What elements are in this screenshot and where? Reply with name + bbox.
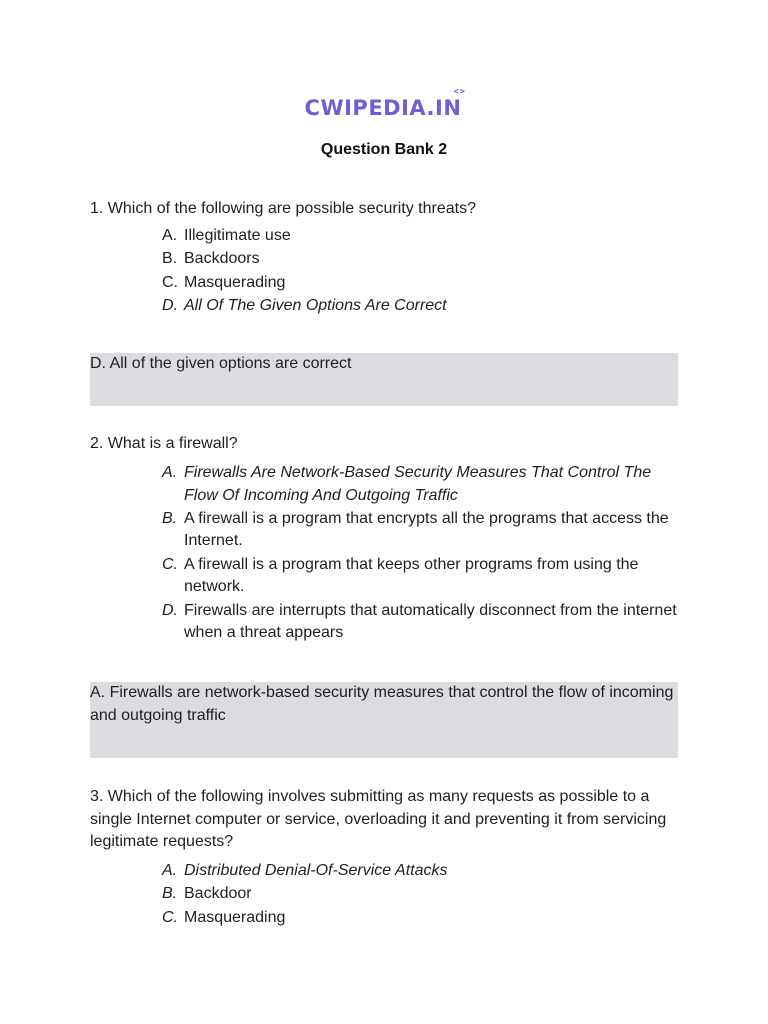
option-2b: B. A firewall is a program that encrypts all the programs that access the Internet. bbox=[162, 509, 669, 550]
option-2d: D. Firewalls are interrupts that automatically disconnect from the internet when a threat appears bbox=[162, 601, 677, 642]
answer-2-text: A. Firewalls are network-based security measures that control the flow of incoming and outgoing traffic bbox=[90, 684, 674, 724]
site-logo bbox=[0, 87, 768, 120]
answer-2 bbox=[90, 682, 678, 758]
option-1c: C. Masquerading bbox=[162, 273, 286, 291]
page-title: Question Bank 2 bbox=[320, 141, 448, 158]
question-2: 2. What is a firewall? bbox=[90, 435, 238, 452]
option-2c: C. A firewall is a program that keeps other programs from using the network. bbox=[162, 555, 639, 596]
question-3: 3. Which of the following involves submitting as many requests as possible to a single Internet computer or service, overloading it and preventing it from servicing legitimate requests? bbox=[90, 788, 667, 850]
option-1a: A. Illegitimate use bbox=[162, 227, 291, 244]
option-1b: B. Backdoors bbox=[162, 250, 260, 268]
option-3b: B. Backdoor bbox=[162, 885, 252, 903]
option-2a: A. Firewalls Are Network-Based Security Measures That Control The Flow Of Incoming And Outgoing Traffic bbox=[162, 464, 652, 504]
answer-1 bbox=[90, 353, 678, 406]
option-1d: D. All Of The Given Options Are Correct bbox=[162, 297, 447, 315]
option-3c: C. Masquerading bbox=[162, 908, 286, 926]
answer-1-text: D. All of the given options are correct bbox=[90, 355, 352, 372]
question-1: 1. Which of the following are possible security threats? bbox=[90, 200, 476, 217]
question-3-options bbox=[162, 860, 682, 930]
option-3a: A. Distributed Denial-Of-Service Attacks bbox=[162, 862, 448, 879]
question-1-options bbox=[162, 225, 682, 319]
code-brackets-icon: <> bbox=[453, 87, 466, 97]
question-2-options bbox=[162, 462, 682, 646]
logo-text: CWIPEDIA.IN <> bbox=[304, 87, 466, 120]
